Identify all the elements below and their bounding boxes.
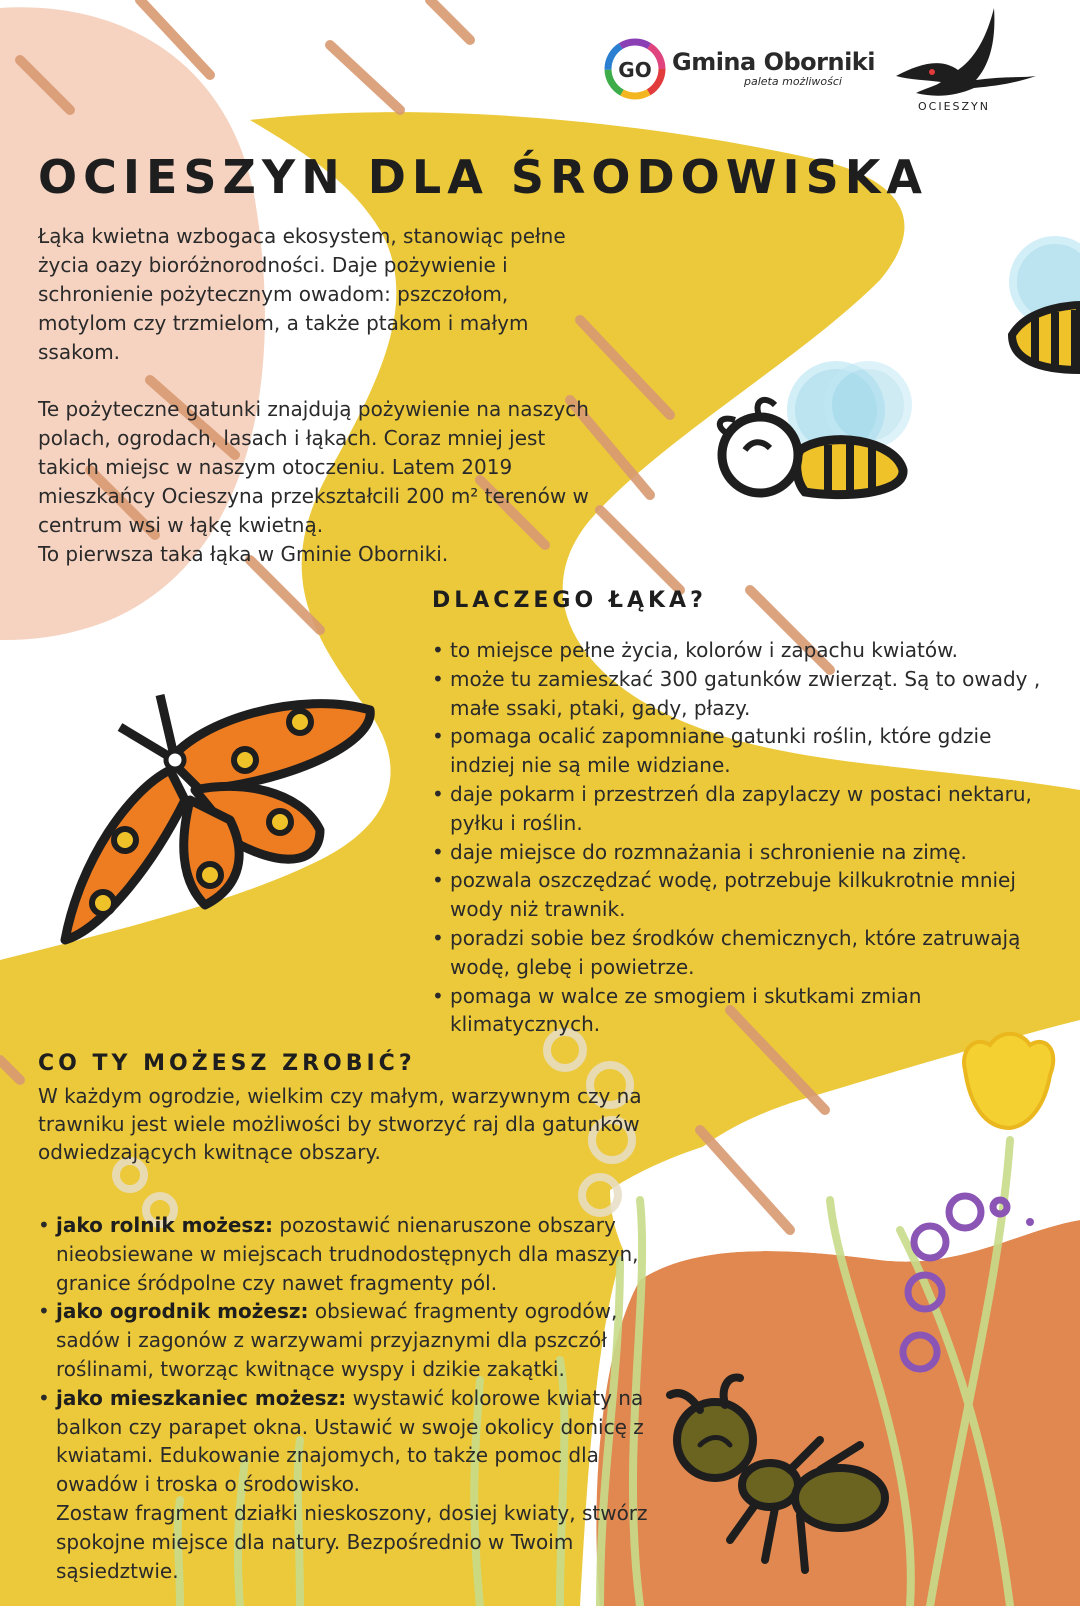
intro-paragraph-2-main: Te pożyteczne gatunki znajdują pożywienie na naszych polach, ogrodach, lasach i łąkach. Coraz mniej jest takich miejsc w naszym otoczeniu. Latem 2019 mieszkańcy Ocieszyna przekształcili 200 m² terenów w centrum wsi w łąkę kwietną. <box>38 397 589 537</box>
list-item-text: obsiewać fragmenty ogrodów, sadów i zagonów z warzywami przyjaznymi dla pszczół roślinami, tworząc kwitnące wyspy i dzikie zakątki. <box>56 1299 618 1381</box>
list-item-lead: jako ogrodnik możesz: <box>56 1299 309 1324</box>
swallow-logo-icon <box>896 8 1036 108</box>
closing-text: Zostaw fragment działki nieskoszony, dosiej kwiaty, stwórz spokojne miejsce dla natury. Bezpośrednio w Twoim sąsiedztwie. <box>56 1500 648 1583</box>
intro-text <box>38 222 598 597</box>
why-list <box>430 636 1060 1039</box>
tulip-flower <box>964 1034 1053 1128</box>
list-item: • daje pokarm i przestrzeń dla zapylaczy w postaci nektaru, pyłku i roślin. <box>430 780 1060 838</box>
can-list <box>36 1211 656 1585</box>
list-item-text: wystawić kolorowe kwiaty na balkon czy parapet okna. Ustawić w swoje okolicy donicę z kwiatami. Edukowanie znajomych, to także pomoc dla owadów i troska o środowisko. <box>56 1385 644 1497</box>
list-item: • może tu zamieszkać 300 gatunków zwierząt. Są to owady , małe ssaki, ptaki, gady, płazy. <box>430 665 1060 723</box>
ocieszyn-logo-text: OCIESZYN <box>918 100 990 113</box>
bee-partial <box>1012 240 1080 370</box>
go-logo-icon <box>604 38 666 100</box>
list-item-text: pozostawić nienaruszone obszary nieobsiewane w miejscach trudnodostępnych dla maszyn, granice śródpolne czy nawet fragmenty pól. <box>56 1213 639 1295</box>
list-item: • pomaga ocalić zapomniane gatunki roślin, które gdzie indziej nie są mile widziane. <box>430 722 1060 780</box>
list-item <box>36 1211 656 1297</box>
gmina-name: Gmina Oborniki <box>672 48 875 76</box>
can-intro: W każdym ogrodzie, wielkim czy małym, warzywnym czy na trawniku jest wiele możliwości by stworzyć raj dla gatunków odwiedzających kwitnące obszary. <box>38 1084 642 1164</box>
list-item: • pozwala oszczędzać wodę, potrzebuje kilkukrotnie mniej wody niż trawnik. <box>430 866 1060 924</box>
list-item: • daje miejsce do rozmnażania i schronienie na zimę. <box>430 838 1060 867</box>
list-item-lead: jako mieszkaniec możesz: <box>56 1385 347 1410</box>
why-heading: DLACZEGO ŁĄKA? <box>432 588 707 613</box>
can-heading: CO TY MOŻESZ ZROBIĆ? <box>38 1051 416 1076</box>
page-title: OCIESZYN DLA ŚRODOWISKA <box>38 150 928 204</box>
list-item <box>36 1384 656 1586</box>
list-item <box>36 1297 656 1383</box>
list-item: • to miejsce pełne życia, kolorów i zapachu kwiatów. <box>430 636 1060 665</box>
gmina-tagline: paleta możliwości <box>744 75 842 88</box>
intro-paragraph-2 <box>38 395 598 569</box>
go-badge-text: GO <box>618 58 652 82</box>
list-item: • poradzi sobie bez środków chemicznych, które zatruwają wodę, glebę i powietrze. <box>430 924 1060 982</box>
terracotta-blob <box>596 1220 1080 1606</box>
intro-paragraph-2-last: To pierwsza taka łąka w Gminie Oborniki. <box>38 542 449 566</box>
list-item: • pomaga w walce ze smogiem i skutkami zmian klimatycznych. <box>430 982 1060 1040</box>
list-item-lead: jako rolnik możesz: <box>56 1213 273 1237</box>
intro-paragraph-1: Łąka kwietna wzbogaca ekosystem, stanowiąc pełne życia oazy bioróżnorodności. Daje pożywienie i schronienie pożytecznym owadom: pszczołom, motylom czy trzmielom, a także ptakom i małym ssakom. <box>38 224 566 364</box>
